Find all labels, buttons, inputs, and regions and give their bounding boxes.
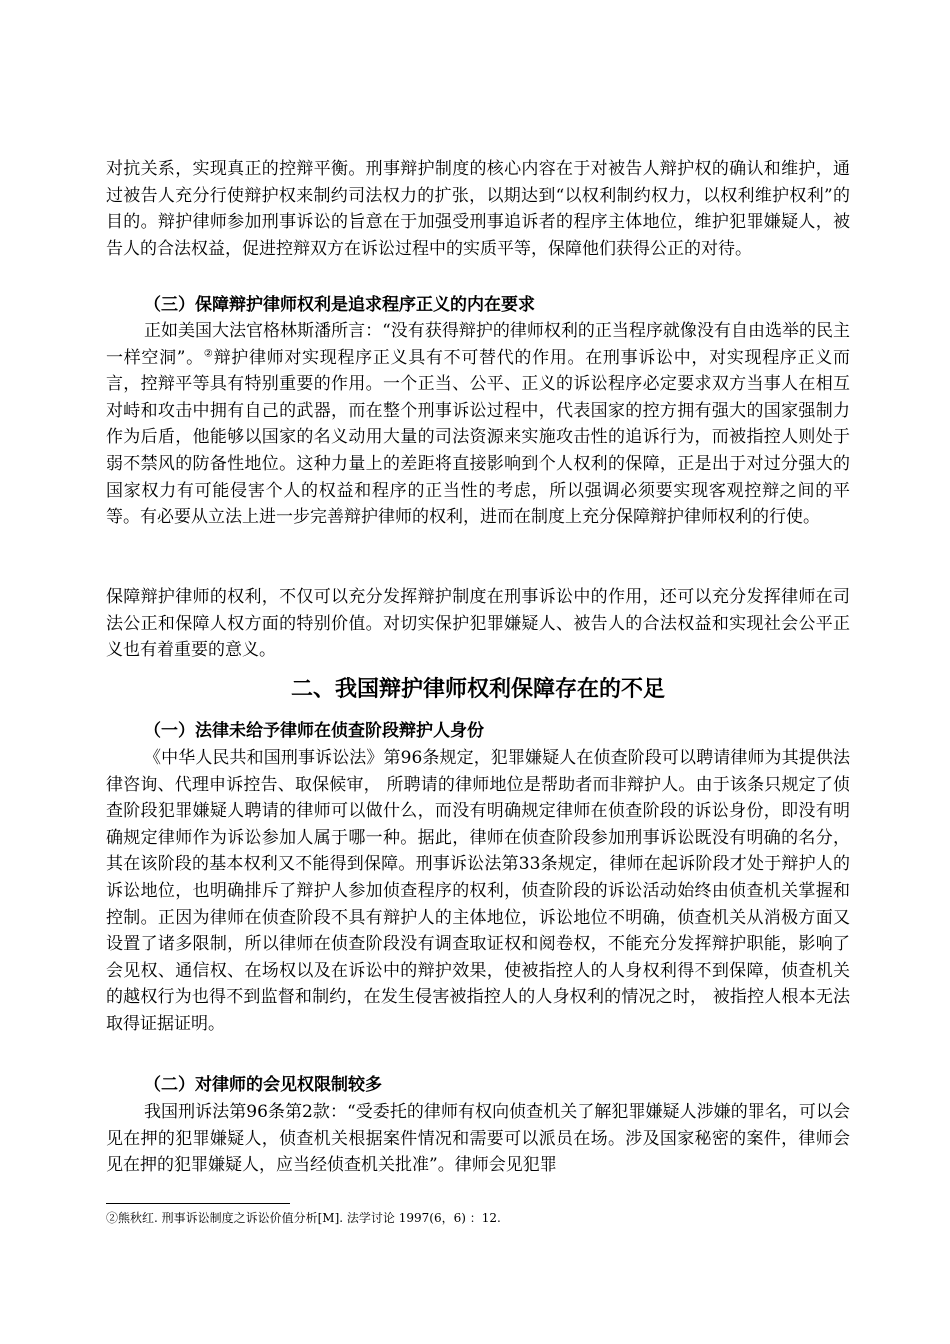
section-heading-investigation-status: （一）法律未给予律师在侦查阶段辩护人身份 bbox=[144, 721, 484, 741]
paragraph-investigation-status: 《中华人民共和国刑事诉讼法》第96条规定，犯罪嫌疑人在侦查阶段可以聘请律师为其提供法律咨询、代理申诉控告、取保候审， 所聘请的律师地位是帮助者而非辩护人。由于该条只规定了侦查阶段犯罪嫌疑人聘请的律师可以做什么，而没有明确规定律师在侦查阶段的诉讼身份，即没有明确规定律师作为诉讼参加人属于哪一种。据此，律师在侦查阶段参加刑事诉讼既没有明确的名分，其在该阶段的基本权利又不能得到保障。刑事诉讼法第33条规定，律师在起诉阶段才处于辩护人的诉讼地位，也明确排斥了辩护人参加侦查程序的权利，侦查阶段的诉讼活动始终由侦查机关掌握和控制。正因为律师在侦查阶段不具有辩护人的主体地位，诉讼地位不明确，侦查机关从消极方面又设置了诸多限制，所以律师在侦查阶段没有调查取证权和阅卷权，不能充分发挥辩护职能，影响了会见权、通信权、在场权以及在诉讼中的辩护效果，使被指控人的人身权利得不到保障，侦查机关的越权行为也得不到监督和制约，在发生侵害被指控人的人身权利的情况之时， 被指控人根本无法取得证据证明。 bbox=[106, 748, 850, 1034]
quote-greenspan: 正如美国大法官格林斯潘所言：“没有获得辩护的律师权利的正当程序就像没有自由选举的民主一样空洞”。 bbox=[106, 321, 850, 368]
footnote-marker: ② bbox=[203, 347, 214, 359]
paragraph-rights-value: 保障辩护律师的权利，不仅可以充分发挥辩护制度在刑事诉讼中的作用，还可以充分发挥律师在司法公正和保障人权方面的特别价值。对切实保护犯罪嫌疑人、被告人的合法权益和实现社会公平正义也有着重要的意义。 bbox=[106, 587, 850, 661]
footnote-divider bbox=[106, 1203, 290, 1204]
section-heading-meeting-rights: （二）对律师的会见权限制较多 bbox=[144, 1075, 382, 1095]
chapter-heading-deficiencies: 二、我国辩护律师权利保障存在的不足 bbox=[290, 677, 665, 702]
paragraph-adversarial-balance: 对抗关系，实现真正的控辩平衡。刑事辩护制度的核心内容在于对被告人辩护权的确认和维护，通过被告人充分行使辩护权来制约司法权力的扩张，以期达到“以权利制约权力，以权利维护权利”的目的。辩护律师参加刑事诉讼的旨意在于加强受刑事追诉者的程序主体地位，维护犯罪嫌疑人，被告人的合法权益，促进控辩双方在诉讼过程中的实质平等，保障他们获得公正的对待。 bbox=[106, 159, 850, 259]
footnote: ②熊秋红. 刑事诉讼制度之诉讼价值分析[M]. 法学讨论 1997(6，6) ：12. bbox=[106, 1211, 501, 1225]
section-heading-procedural-justice: （三）保障辩护律师权利是追求程序正义的内在要求 bbox=[144, 295, 535, 315]
paragraph-meeting-rights: 我国刑诉法第96条第2款：“受委托的律师有权向侦查机关了解犯罪嫌疑人涉嫌的罪名，可以会见在押的犯罪嫌疑人，侦查机关根据案件情况和需要可以派员在场。涉及国家秘密的案件，律师会见在押的犯罪嫌疑人，应当经侦查机关批准”。律师会见犯罪 bbox=[106, 1102, 850, 1176]
paragraph-procedural-justice-body: 辩护律师对实现程序正义具有不可替代的作用。在刑事诉讼中，对实现程序正义而言，控辩平等具有特别重要的作用。一个正当、公平、正义的诉讼程序必定要求双方当事人在相互对峙和攻击中拥有自己的武器，而在整个刑事诉讼过程中，代表国家的控方拥有强大的国家强制力作为后盾，他能够以国家的名义动用大量的司法资源来实施攻击性的追诉行为，而被指控人则处于弱不禁风的防备性地位。这种力量上的差距将直接影响到个人权利的保障，正是出于对过分强大的国家权力有可能侵害个人的权益和程序的正当性的考虑，所以强调必须要实现客观控辩之间的平等。有必要从立法上进一步完善辩护律师的权利，进而在制度上充分保障辩护律师权利的行使。 bbox=[106, 347, 851, 528]
paragraph-procedural-justice bbox=[106, 318, 850, 531]
